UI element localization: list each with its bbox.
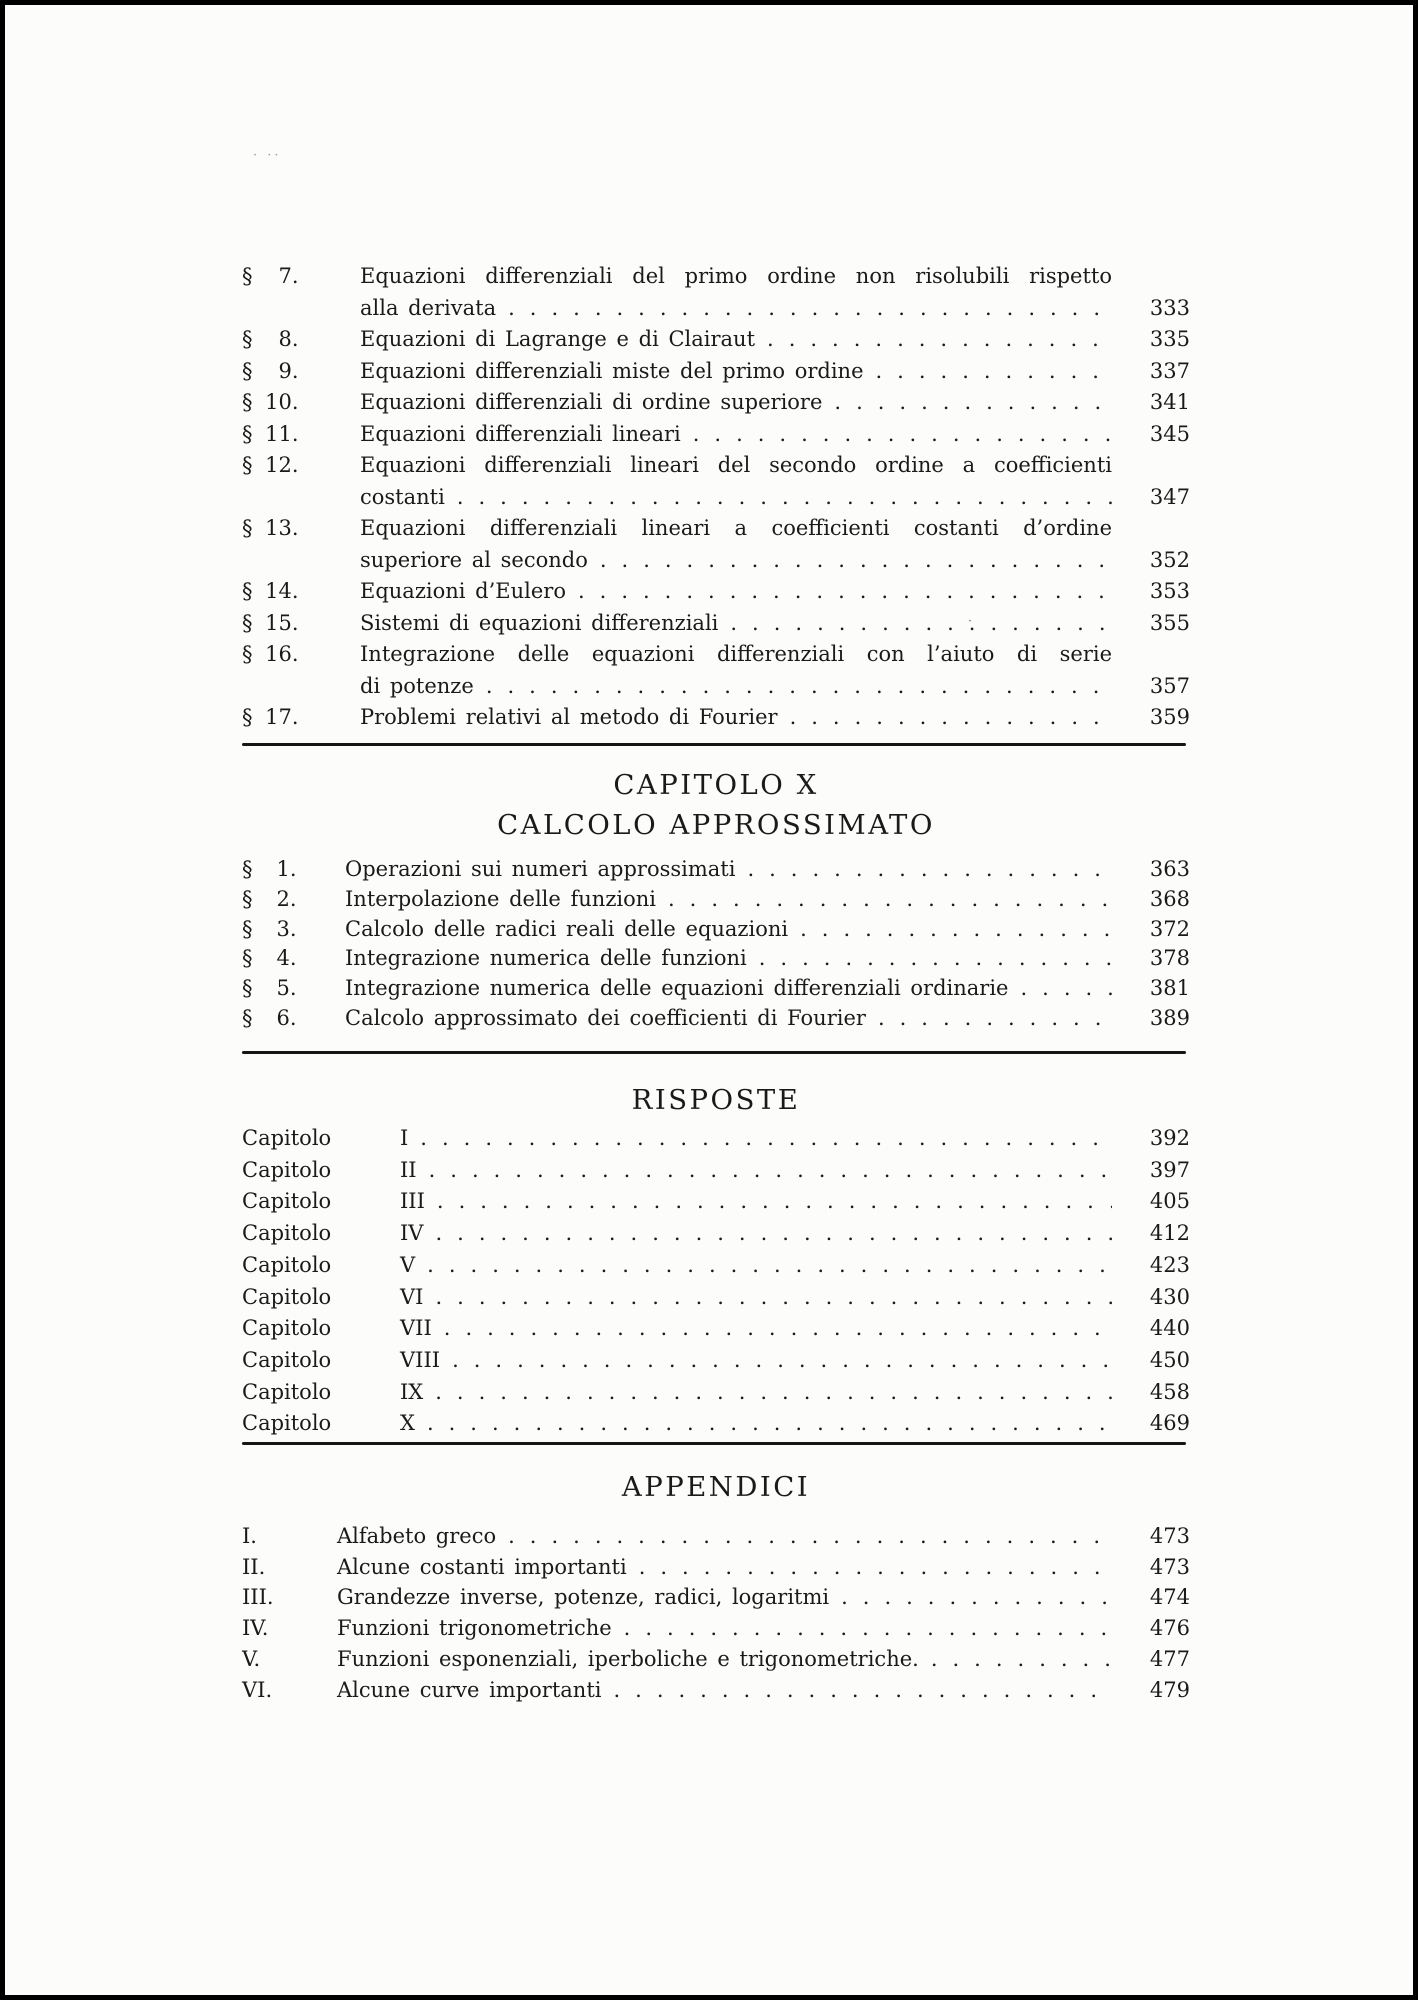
entry-number: 9. — [278, 358, 299, 383]
entry-title: Integrazione numerica delle equazioni differenziali ordinarie — [345, 976, 1009, 1001]
page-number: 363 — [1149, 857, 1190, 881]
entry-title: Equazioni differenziali di ordine superiore — [360, 390, 823, 414]
entry-label — [242, 639, 360, 702]
dot-leader — [747, 944, 1112, 974]
entry-label — [242, 450, 360, 513]
dot-leader — [735, 855, 1112, 885]
entry-label — [242, 702, 360, 734]
page-number: 352 — [1149, 547, 1190, 572]
page-number: 473 — [1149, 1554, 1190, 1579]
page-number: 392 — [1149, 1126, 1190, 1150]
dot-leader — [415, 1250, 1112, 1282]
appendix-numeral: I. — [242, 1524, 257, 1548]
toc-section-appendici — [242, 1521, 1190, 1705]
entry-number: 2. — [276, 886, 297, 911]
paragraph-mark: § — [242, 946, 253, 971]
paragraph-mark: § — [242, 579, 253, 603]
page-number: 412 — [1149, 1221, 1190, 1246]
dot-leader — [423, 1282, 1112, 1314]
dot-leader — [496, 293, 1112, 325]
chapter-numeral: VI — [400, 1284, 424, 1309]
toc-entry — [242, 1521, 1190, 1552]
toc-entry — [242, 356, 1190, 388]
chapter-numeral: X — [400, 1411, 415, 1436]
entry-label — [242, 324, 360, 356]
entry-title: Funzioni esponenziali, iperboliche e trigonometriche. — [337, 1646, 919, 1671]
toc-section-chapter-ix — [242, 261, 1190, 734]
page-number: 389 — [1149, 1005, 1190, 1030]
appendix-numeral: IV. — [242, 1616, 269, 1641]
dot-leader — [656, 885, 1112, 915]
entry-title: Funzioni trigonometriche — [337, 1616, 612, 1641]
entry-number: 1. — [276, 857, 297, 881]
entry-title: Alcune curve importanti — [337, 1677, 602, 1702]
paragraph-mark: § — [242, 886, 253, 911]
section-divider-rule — [242, 743, 1186, 746]
chapter-numeral: IX — [400, 1379, 424, 1404]
entry-number: 5. — [276, 976, 297, 1001]
toc-entry — [242, 1644, 1190, 1675]
toc-entry — [242, 639, 1190, 702]
appendici-heading: APPENDICI — [621, 1471, 811, 1503]
entry-number: 15. — [265, 610, 299, 635]
page-number: 397 — [1149, 1157, 1190, 1182]
page-number: 381 — [1149, 976, 1190, 1001]
dot-leader — [588, 545, 1112, 577]
paragraph-mark: § — [242, 642, 253, 666]
entry-number: 4. — [276, 946, 297, 971]
chapter-word: Capitolo — [242, 1252, 332, 1277]
appendix-numeral: V. — [242, 1646, 261, 1671]
toc-entry — [242, 1123, 1190, 1155]
appendix-numeral: III. — [242, 1585, 274, 1610]
dot-leader — [718, 608, 1112, 640]
toc-entry — [242, 261, 1190, 324]
entry-number: 7. — [278, 264, 299, 288]
entry-label — [242, 974, 345, 1004]
risposte-heading: RISPOSTE — [631, 1084, 801, 1116]
chapter-heading: CAPITOLO X — [613, 769, 819, 801]
dot-leader — [919, 1644, 1112, 1675]
chapter-numeral: IV — [400, 1221, 424, 1246]
toc-entry — [242, 1613, 1190, 1644]
entry-label — [242, 1004, 345, 1034]
entry-title: Problemi relativi al metodo di Fourier — [360, 705, 778, 729]
entry-title-line1: Equazioni differenziali del primo ordine non risolubili rispetto — [360, 264, 1112, 288]
paragraph-mark: § — [242, 453, 253, 477]
page-number: 450 — [1149, 1347, 1190, 1372]
toc-entry — [242, 974, 1190, 1004]
chapter-word: Capitolo — [242, 1316, 332, 1341]
entry-title-line1: Equazioni differenziali lineari del secondo ordine a coefficienti — [360, 453, 1112, 477]
toc-entry — [242, 1377, 1190, 1409]
dot-leader — [474, 671, 1112, 703]
toc-entry — [242, 915, 1190, 945]
toc-entry — [242, 576, 1190, 608]
dot-leader — [788, 915, 1112, 945]
toc-entry — [242, 1582, 1190, 1613]
toc-entry — [242, 1186, 1190, 1218]
dot-leader — [612, 1613, 1112, 1644]
toc-entry — [242, 387, 1190, 419]
chapter-word: Capitolo — [242, 1221, 332, 1246]
chapter-word: Capitolo — [242, 1126, 332, 1150]
paragraph-mark: § — [242, 610, 253, 635]
entry-title: Grandezze inverse, potenze, radici, logaritmi — [337, 1585, 830, 1610]
dot-leader — [417, 1155, 1112, 1187]
entry-title: superiore al secondo — [360, 547, 588, 572]
toc-section-risposte — [242, 1123, 1190, 1440]
entry-title: Alfabeto greco — [337, 1524, 497, 1548]
paragraph-mark: § — [242, 327, 253, 351]
dot-leader — [423, 1218, 1112, 1250]
entry-label — [242, 885, 345, 915]
chapter-numeral: VII — [400, 1316, 432, 1341]
page-number: 347 — [1149, 484, 1190, 509]
dot-leader — [601, 1675, 1112, 1706]
dot-leader — [566, 576, 1112, 608]
toc-entry — [242, 1408, 1190, 1440]
dot-leader — [440, 1345, 1112, 1377]
entry-title: Equazioni d’Eulero — [360, 579, 566, 603]
chapter-numeral: V — [400, 1252, 416, 1277]
entry-number: 11. — [265, 421, 299, 446]
entry-title: Alcune costanti importanti — [337, 1554, 627, 1579]
dot-leader — [496, 1521, 1112, 1552]
chapter-subheading: CALCOLO APPROSSIMATO — [497, 809, 935, 841]
entry-title: alla derivata — [360, 295, 497, 320]
page-number: 476 — [1149, 1616, 1190, 1641]
toc-entry — [242, 944, 1190, 974]
dot-leader — [445, 482, 1112, 514]
paragraph-mark: § — [242, 390, 253, 414]
toc-entry — [242, 1218, 1190, 1250]
paragraph-mark: § — [242, 358, 253, 383]
toc-entry — [242, 1250, 1190, 1282]
paragraph-mark: § — [242, 705, 253, 729]
chapter-word: Capitolo — [242, 1189, 332, 1214]
toc-entry — [242, 1313, 1190, 1345]
chapter-word: Capitolo — [242, 1284, 332, 1309]
toc-entry — [242, 1675, 1190, 1706]
entry-label — [242, 915, 345, 945]
entry-title: Calcolo delle radici reali delle equazioni — [345, 916, 789, 941]
page-number: 469 — [1149, 1411, 1190, 1436]
entry-label — [242, 855, 345, 885]
entry-number: 3. — [276, 916, 297, 941]
entry-title: Equazioni differenziali lineari — [360, 421, 681, 446]
section-divider-rule — [242, 1051, 1186, 1054]
page-number: 473 — [1149, 1524, 1190, 1548]
chapter-word: Capitolo — [242, 1411, 332, 1436]
entry-title: Calcolo approssimato dei coefficienti di Fourier — [345, 1005, 866, 1030]
chapter-numeral: I — [400, 1126, 409, 1150]
section-divider-rule — [242, 1442, 1186, 1445]
dot-leader — [864, 356, 1113, 388]
entry-number: 14. — [265, 579, 299, 603]
entry-title: di potenze — [360, 673, 474, 698]
paragraph-mark: § — [242, 916, 253, 941]
page-number: 355 — [1149, 610, 1190, 635]
entry-number: 16. — [265, 642, 299, 666]
chapter-numeral: VIII — [400, 1347, 441, 1372]
page-number: 477 — [1149, 1646, 1190, 1671]
page-number: 353 — [1149, 579, 1190, 603]
paragraph-mark: § — [242, 1005, 253, 1030]
dot-leader — [755, 324, 1112, 356]
page-number: 430 — [1149, 1284, 1190, 1309]
chapter-numeral: II — [400, 1157, 417, 1182]
entry-title: Integrazione numerica delle funzioni — [345, 946, 747, 971]
dot-leader — [415, 1408, 1112, 1440]
entry-number: 6. — [276, 1005, 297, 1030]
page-number: 368 — [1149, 886, 1190, 911]
paragraph-mark: § — [242, 516, 253, 540]
dot-leader — [408, 1123, 1112, 1155]
page-number: 423 — [1149, 1252, 1190, 1277]
appendix-numeral: II. — [242, 1554, 266, 1579]
toc-entry — [242, 1552, 1190, 1583]
page-number: 357 — [1149, 673, 1190, 698]
toc-entry — [242, 855, 1190, 885]
dot-leader — [1008, 974, 1112, 1004]
toc-entry — [242, 1155, 1190, 1187]
page-number: 335 — [1149, 327, 1190, 351]
entry-label — [242, 419, 360, 451]
paragraph-mark: § — [242, 264, 253, 288]
entry-label — [242, 356, 360, 388]
page-number: 345 — [1149, 421, 1190, 446]
toc-entry — [242, 702, 1190, 734]
page-number: 359 — [1149, 705, 1190, 729]
page-number: 372 — [1149, 916, 1190, 941]
entry-title-line1: Integrazione delle equazioni differenziali con l’aiuto di serie — [360, 642, 1112, 666]
page-number: 337 — [1149, 358, 1190, 383]
toc-entry — [242, 1345, 1190, 1377]
entry-title: Interpolazione delle funzioni — [345, 886, 656, 911]
dot-leader — [866, 1004, 1112, 1034]
page-number: 474 — [1149, 1585, 1190, 1610]
entry-title: Equazioni di Lagrange e di Clairaut — [360, 327, 756, 351]
page-number: 333 — [1149, 295, 1190, 320]
page-number: 479 — [1149, 1677, 1190, 1702]
appendix-numeral: VI. — [242, 1677, 273, 1702]
scan-artifact: · ·· — [253, 148, 282, 163]
toc-section-chapter-x — [242, 855, 1190, 1034]
page-number: 341 — [1149, 390, 1190, 414]
page-number: 458 — [1149, 1379, 1190, 1404]
entry-number: 12. — [265, 453, 299, 477]
dot-leader — [681, 419, 1112, 451]
entry-label — [242, 261, 360, 324]
paragraph-mark: § — [242, 421, 253, 446]
toc-entry — [242, 450, 1190, 513]
toc-entry — [242, 608, 1190, 640]
toc-entry — [242, 324, 1190, 356]
page-number: 378 — [1149, 946, 1190, 971]
chapter-word: Capitolo — [242, 1379, 332, 1404]
entry-title: Sistemi di equazioni differenziali — [360, 610, 719, 635]
dot-leader — [778, 702, 1112, 734]
page-number: 440 — [1149, 1316, 1190, 1341]
toc-entry — [242, 513, 1190, 576]
dot-leader — [627, 1552, 1112, 1583]
dot-leader — [425, 1186, 1112, 1218]
paragraph-mark: § — [242, 976, 253, 1001]
entry-number: 13. — [265, 516, 299, 540]
toc-entry — [242, 1004, 1190, 1034]
entry-title-line1: Equazioni differenziali lineari a coefficienti costanti d’ordine — [360, 516, 1112, 540]
entry-title: Equazioni differenziali miste del primo ordine — [360, 358, 864, 383]
dot-leader — [432, 1313, 1112, 1345]
entry-title: costanti — [360, 484, 445, 509]
entry-label — [242, 944, 345, 974]
entry-number: 10. — [265, 390, 299, 414]
dot-leader — [423, 1377, 1112, 1409]
toc-entry — [242, 419, 1190, 451]
paragraph-mark: § — [242, 857, 253, 881]
entry-number: 8. — [278, 327, 299, 351]
entry-label — [242, 387, 360, 419]
toc-entry — [242, 1282, 1190, 1314]
entry-number: 17. — [265, 705, 299, 729]
entry-label — [242, 576, 360, 608]
entry-label — [242, 608, 360, 640]
dot-leader — [829, 1582, 1112, 1613]
toc-entry — [242, 885, 1190, 915]
chapter-numeral: III — [400, 1189, 425, 1214]
page-number: 405 — [1149, 1189, 1190, 1214]
scan-artifact: · — [968, 614, 973, 629]
chapter-word: Capitolo — [242, 1347, 332, 1372]
dot-leader — [822, 387, 1112, 419]
entry-label — [242, 513, 360, 576]
entry-title: Operazioni sui numeri approssimati — [345, 857, 736, 881]
chapter-word: Capitolo — [242, 1157, 332, 1182]
